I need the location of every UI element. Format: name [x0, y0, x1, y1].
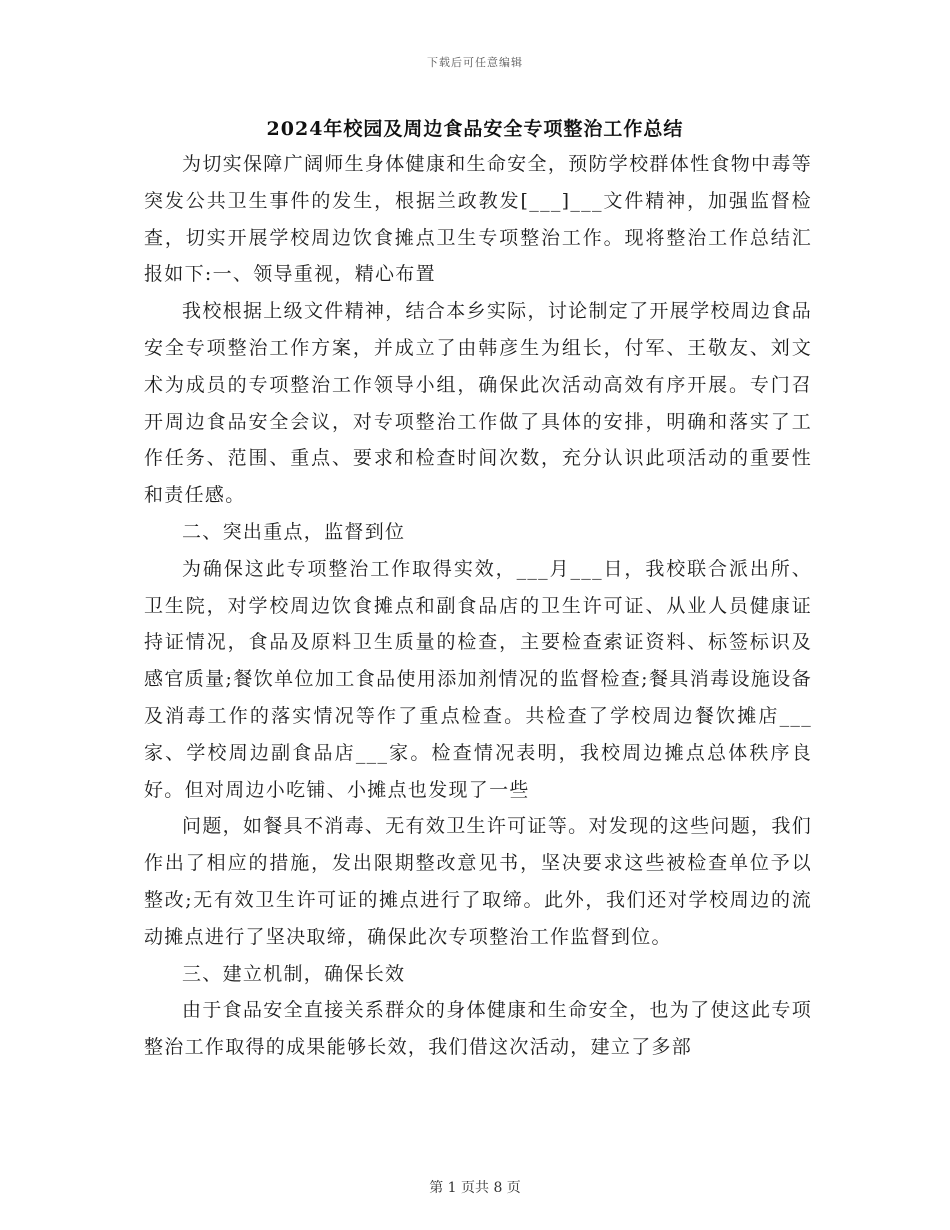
section-heading-focus: 二、突出重点，监督到位 — [182, 520, 406, 543]
document-title: 2024年校园及周边食品安全专项整治工作总结 — [266, 118, 684, 140]
paragraph-intro: 为切实保障广阔师生身体健康和生命安全，预防学校群体性食物中毒等突发公共卫生事件的发生，根据兰政教发[___]___文件精神，加强监督检查，切实开展学校周边饮食摊点卫生专项整治工作。现将整治工作总结汇报如下:一、领导重视，精心布置 — [144, 153, 812, 286]
section-heading-mechanism: 三、建立机制，确保长效 — [182, 962, 406, 985]
header-note: 下载后可任意编辑 — [427, 56, 523, 69]
document-body — [144, 146, 812, 1066]
paragraph-inspection: 为确保这此专项整治工作取得实效，___月___日，我校联合派出所、卫生院，对学校周边饮食摊点和副食品店的卫生许可证、从业人员健康证持证情况，食品及原料卫生质量的检查，主要检查索证资料、标签标识及感官质量;餐饮单位加工食品使用添加剂情况的监督检查;餐具消毒设施设备及消毒工作的落实情况等作了重点检查。共检查了学校周边餐饮摊店___家、学校周边副食品店___家。检查情况表明，我校周边摊点总体秩序良好。但对周边小吃铺、小摊点也发现了一些 — [144, 557, 812, 801]
page-number: 第 1 页共 8 页 — [429, 1180, 521, 1196]
paragraph-mechanism: 由于食品安全直接关系群众的身体健康和生命安全，也为了使这此专项整治工作取得的成果能够长效，我们借这次活动，建立了多部 — [144, 999, 812, 1059]
paragraph-leadership: 我校根据上级文件精神，结合本乡实际，讨论制定了开展学校周边食品安全专项整治工作方案，并成立了由韩彦生为组长，付军、王敬友、刘文术为成员的专项整治工作领导小组，确保此次活动高效有序开展。专门召开周边食品安全会议，对专项整治工作做了具体的安排，明确和落实了工作任务、范围、重点、要求和检查时间次数，充分认识此项活动的重要性和责任感。 — [144, 300, 812, 507]
paragraph-problems: 问题，如餐具不消毒、无有效卫生许可证等。对发现的这些问题，我们作出了相应的措施，发出限期整改意见书，坚决要求这些被检查单位予以整改;无有效卫生许可证的摊点进行了取缔。此外，我们还对学校周边的流动摊点进行了坚决取缔，确保此次专项整治工作监督到位。 — [144, 815, 812, 948]
